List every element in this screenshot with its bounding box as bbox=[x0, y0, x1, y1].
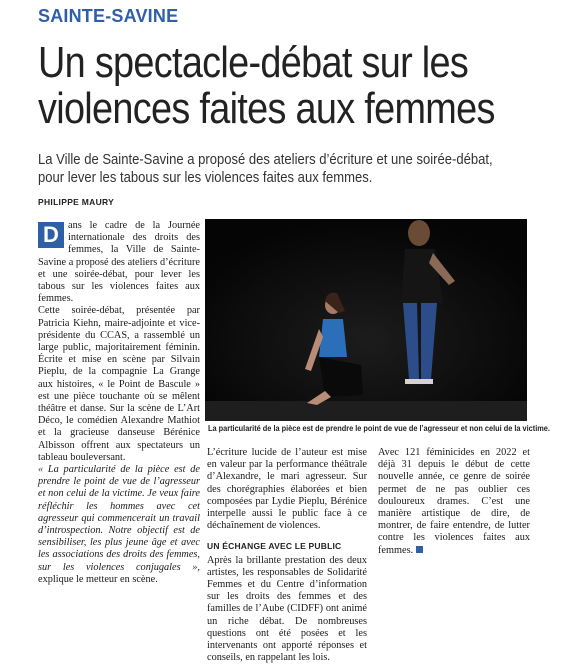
paragraph-5: Après la brillante prestation des deux artistes, les responsables de Solidarité Femmes et du Centre d’information sur les droits des femmes et des familles de l’Aube (CIDFF) ont animé un riche débat. De nombreuses questions ont été posées et les intervenants ont apporté réponses et conseils, en rappelant les lois. bbox=[207, 554, 367, 664]
paragraph-6-text: Avec 121 féminicides en 2022 et déjà 31 depuis le début de cette nouvelle année, ce genre de soirée permet de ne pas oublier ces douloureux drames. C’est une manière artistique de dire, de montrer, de faire entendre, de lutter contre les violences faites aux femmes. bbox=[378, 447, 530, 556]
column-3 bbox=[378, 447, 530, 557]
headline bbox=[38, 38, 495, 133]
paragraph-6 bbox=[378, 447, 530, 557]
stage-floor bbox=[205, 401, 527, 421]
stage-backdrop bbox=[205, 219, 527, 421]
headline-line-1: Un spectacle-débat sur les bbox=[38, 38, 469, 87]
section-kicker: SAINTE-SAVINE bbox=[38, 6, 179, 26]
quote-text: « La particularité de la pièce est de prendre le point de vue de l’agresseur et non celui de la victime. Je veux faire réfléchir les hommes avec cet agresseur qui commencerait un travail d’introspection. Notre objectif est de sensibiliser, les plus jeune âge et avec les associations des droits des femmes, sur les violences conjugales », bbox=[38, 464, 200, 573]
quote-attribution: explique le metteur en scène. bbox=[38, 573, 158, 585]
paragraph-1-text: ans le cadre de la Journée internationale des droits des femmes, la Ville de Sainte-Savine a proposé des ateliers d’écriture et une soirée-débat, pour lever les tabous sur les violences faites aux femmes. bbox=[38, 220, 200, 305]
paragraph-4: L’écriture lucide de l’auteur est mise en valeur par la performance théâtrale d’Alexandre, le mari agresseur. Sur des chorégraphies élaborées et bien composées par Lydie Pieplu, Bérénice interpelle aussi le public face à ce déchaînement de violences. bbox=[207, 447, 367, 532]
byline: PHILIPPE MAURY bbox=[38, 197, 115, 207]
paragraph-3 bbox=[38, 464, 200, 586]
column-1 bbox=[38, 220, 200, 586]
paragraph-2: Cette soirée-débat, présentée par Patricia Kiehn, maire-adjointe et vice-présidente du CCAS, a rassemblé un large public, majoritairement féminin. Écrite et mise en scène par Silvain Pieplu, de la compagnie La Grange aux histoires, « le Point de Bascule » est une pièce touchante où se mêlent théâtre et danse. Sur la scène de L’Art Déco, le comédien Alexandre Mathiot et la gracieuse danseuse Bérénice Albisson offrent aux spectateurs un tableau bouleversant. bbox=[38, 305, 200, 463]
lede-line-2: pour lever les tabous sur les violences faites aux femmes. bbox=[38, 170, 373, 186]
column-2 bbox=[207, 447, 367, 664]
lede bbox=[38, 151, 506, 187]
end-mark-icon bbox=[416, 546, 423, 553]
stage-photo bbox=[205, 219, 527, 421]
lede-line-1: La Ville de Sainte-Savine a proposé des ateliers d’écriture et une soirée-débat, bbox=[38, 152, 493, 168]
photo-caption: La particularité de la pièce est de prendre le point de vue de l’agresseur et non celui de la victime. bbox=[208, 424, 550, 433]
paragraph-1 bbox=[38, 220, 200, 305]
headline-line-2: violences faites aux femmes bbox=[38, 84, 495, 133]
stage-photo-illustration bbox=[205, 219, 527, 421]
drop-cap: D bbox=[38, 222, 64, 248]
subheading: UN ÉCHANGE AVEC LE PUBLIC bbox=[207, 541, 342, 552]
